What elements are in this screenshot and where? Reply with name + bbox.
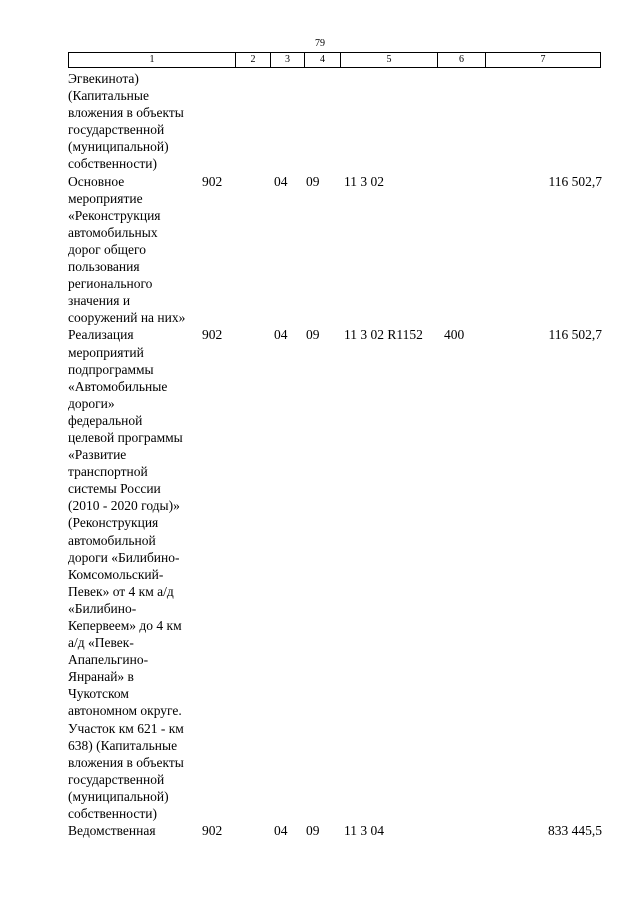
row-code-section: 04: [274, 173, 288, 189]
column-header-6: 6: [438, 53, 486, 68]
column-header-table: [68, 52, 601, 68]
column-header-1: 1: [69, 53, 236, 68]
table-body: [68, 70, 608, 839]
column-header-4: 4: [305, 53, 341, 68]
column-header-row: [69, 53, 601, 68]
row-code-target: 11 3 02 R1152: [344, 327, 423, 343]
table-row: [68, 70, 608, 173]
row-amount: 833 445,5: [548, 823, 602, 839]
row-code-section: 04: [274, 823, 288, 839]
row-code-section: 04: [274, 327, 288, 343]
column-header-2: 2: [236, 53, 271, 68]
column-header-3: 3: [271, 53, 305, 68]
row-code-expense-type: 400: [444, 327, 465, 343]
row-code-subsection: 09: [306, 823, 320, 839]
row-amount: 116 502,7: [548, 327, 602, 343]
row-code-ministry: 902: [202, 823, 223, 839]
table-row: [68, 173, 608, 327]
row-code-ministry: 902: [202, 327, 223, 343]
column-header-7: 7: [486, 53, 601, 68]
row-name: Эгвекинота) (Капитальные вложения в объекты государственной (муниципальной) собственности): [68, 71, 184, 172]
row-code-ministry: 902: [202, 173, 223, 189]
row-code-subsection: 09: [306, 327, 320, 343]
row-code-target: 11 3 02: [344, 173, 384, 189]
row-name: Основное мероприятие «Реконструкция автомобильных дорог общего пользования регионального значения и сооружений на них»: [68, 173, 186, 326]
row-code-target: 11 3 04: [344, 823, 384, 839]
row-amount: 116 502,7: [548, 173, 602, 189]
row-name: Реализация мероприятий подпрограммы «Автомобильные дороги» федеральной целевой программы «Развитие транспортной системы России (2010 - 2020 годы)» (Реконструкция автомобильной дороги «Билибино- Комсомольский- Певек» от 4 км а/д «Билибино- Кепервеем» до 4 км а/д «Певек- Апапельгино- Янранай» в Чукотском автономном округе. Участок км 621 - км 638) (Капитальные вложения в объекты государственной (муниципальной) собственности): [68, 327, 184, 822]
page-number: 79: [315, 38, 325, 49]
row-name: Ведомственная: [68, 823, 156, 839]
row-code-subsection: 09: [306, 173, 320, 189]
table-row: [68, 822, 608, 839]
column-header-5: 5: [341, 53, 438, 68]
table-row: [68, 326, 608, 822]
